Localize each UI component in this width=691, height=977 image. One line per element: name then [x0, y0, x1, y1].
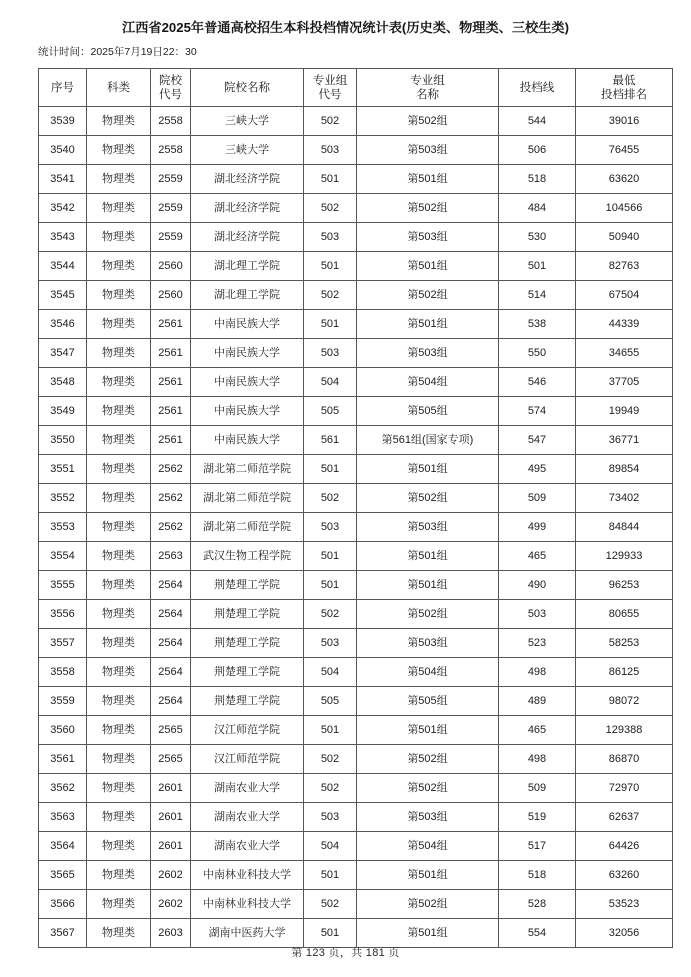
row-score-line: 498	[499, 658, 576, 687]
row-group-name: 第561组(国家专项)	[357, 426, 499, 455]
page-footer: 第 123 页，共 181 页	[291, 947, 400, 959]
row-school-name: 中南民族大学	[191, 310, 304, 339]
row-min-rank: 129933	[576, 542, 673, 571]
row-group-name: 第502组	[357, 745, 499, 774]
row-group-name: 第504组	[357, 368, 499, 397]
row-school-name: 湖北经济学院	[191, 194, 304, 223]
row-category: 物理类	[87, 774, 151, 803]
row-sequence: 3560	[39, 716, 87, 745]
row-group-name: 第505组	[357, 397, 499, 426]
row-school-code: 2558	[151, 107, 191, 136]
row-category: 物理类	[87, 194, 151, 223]
row-min-rank: 89854	[576, 455, 673, 484]
row-school-code: 2562	[151, 484, 191, 513]
row-sequence: 3559	[39, 687, 87, 716]
group-name-header-line2: 名称	[416, 88, 439, 101]
row-group-code: 501	[304, 455, 357, 484]
row-category: 物理类	[87, 165, 151, 194]
row-min-rank: 36771	[576, 426, 673, 455]
row-score-line: 465	[499, 542, 576, 571]
row-min-rank: 67504	[576, 281, 673, 310]
table-row	[39, 745, 673, 774]
row-min-rank: 64426	[576, 832, 673, 861]
row-sequence: 3543	[39, 223, 87, 252]
row-min-rank: 62637	[576, 803, 673, 832]
row-sequence: 3546	[39, 310, 87, 339]
row-category: 物理类	[87, 542, 151, 571]
row-group-code: 502	[304, 484, 357, 513]
row-school-code: 2564	[151, 629, 191, 658]
row-group-name: 第504组	[357, 832, 499, 861]
min-rank-header-line1: 最低	[612, 74, 636, 87]
table-row	[39, 687, 673, 716]
row-category: 物理类	[87, 223, 151, 252]
row-score-line: 514	[499, 281, 576, 310]
row-group-name: 第501组	[357, 252, 499, 281]
row-sequence: 3551	[39, 455, 87, 484]
row-score-line: 484	[499, 194, 576, 223]
row-school-code: 2601	[151, 774, 191, 803]
row-group-name: 第501组	[357, 455, 499, 484]
row-group-name: 第503组	[357, 629, 499, 658]
row-min-rank: 32056	[576, 919, 673, 948]
row-min-rank: 37705	[576, 368, 673, 397]
row-min-rank: 98072	[576, 687, 673, 716]
table-row	[39, 339, 673, 368]
table-row	[39, 832, 673, 861]
row-min-rank: 63260	[576, 861, 673, 890]
row-group-name: 第501组	[357, 165, 499, 194]
table-row	[39, 803, 673, 832]
row-group-code: 503	[304, 339, 357, 368]
row-group-name: 第503组	[357, 136, 499, 165]
row-group-code: 504	[304, 368, 357, 397]
row-group-code: 501	[304, 919, 357, 948]
row-category: 物理类	[87, 716, 151, 745]
row-school-code: 2564	[151, 687, 191, 716]
row-group-name: 第501组	[357, 542, 499, 571]
row-sequence: 3565	[39, 861, 87, 890]
table-row	[39, 252, 673, 281]
row-school-name: 荆楚理工学院	[191, 600, 304, 629]
row-sequence: 3558	[39, 658, 87, 687]
row-school-name: 湖南农业大学	[191, 803, 304, 832]
row-category: 物理类	[87, 136, 151, 165]
row-group-name: 第502组	[357, 281, 499, 310]
row-group-code: 501	[304, 252, 357, 281]
page-title: 江西省2025年普通高校招生本科投档情况统计表(历史类、物理类、三校生类)	[122, 20, 569, 35]
row-category: 物理类	[87, 397, 151, 426]
row-group-name: 第503组	[357, 339, 499, 368]
row-sequence: 3566	[39, 890, 87, 919]
table-row	[39, 629, 673, 658]
row-category: 物理类	[87, 745, 151, 774]
row-score-line: 489	[499, 687, 576, 716]
row-sequence: 3554	[39, 542, 87, 571]
row-score-line: 538	[499, 310, 576, 339]
column-header-min-rank	[576, 69, 673, 107]
row-min-rank: 86125	[576, 658, 673, 687]
column-header-group-name	[357, 69, 499, 107]
row-school-name: 中南民族大学	[191, 368, 304, 397]
row-school-code: 2561	[151, 368, 191, 397]
table-row	[39, 368, 673, 397]
row-school-code: 2561	[151, 397, 191, 426]
table-row	[39, 455, 673, 484]
table-header	[39, 69, 673, 107]
row-score-line: 554	[499, 919, 576, 948]
statistics-timestamp: 统计时间：2025年7月19日22：30	[38, 46, 197, 58]
row-min-rank: 80655	[576, 600, 673, 629]
row-category: 物理类	[87, 919, 151, 948]
row-category: 物理类	[87, 281, 151, 310]
table-row	[39, 861, 673, 890]
row-group-code: 501	[304, 716, 357, 745]
row-category: 物理类	[87, 571, 151, 600]
row-category: 物理类	[87, 832, 151, 861]
table-row	[39, 426, 673, 455]
column-header-school-name: 院校名称	[191, 69, 304, 107]
row-score-line: 574	[499, 397, 576, 426]
row-school-code: 2561	[151, 426, 191, 455]
row-school-name: 中南林业科技大学	[191, 890, 304, 919]
row-school-code: 2559	[151, 223, 191, 252]
row-school-code: 2564	[151, 600, 191, 629]
row-category: 物理类	[87, 339, 151, 368]
row-group-code: 505	[304, 687, 357, 716]
row-sequence: 3544	[39, 252, 87, 281]
row-sequence: 3540	[39, 136, 87, 165]
row-group-code: 501	[304, 861, 357, 890]
row-school-code: 2565	[151, 716, 191, 745]
row-group-code: 502	[304, 194, 357, 223]
row-sequence: 3555	[39, 571, 87, 600]
row-group-code: 505	[304, 397, 357, 426]
row-score-line: 544	[499, 107, 576, 136]
row-school-name: 中南民族大学	[191, 397, 304, 426]
admission-score-table	[38, 68, 673, 948]
row-score-line: 528	[499, 890, 576, 919]
row-sequence: 3557	[39, 629, 87, 658]
row-group-name: 第503组	[357, 803, 499, 832]
row-school-name: 湖北经济学院	[191, 165, 304, 194]
table-row	[39, 281, 673, 310]
row-school-name: 湖北理工学院	[191, 252, 304, 281]
row-school-name: 荆楚理工学院	[191, 571, 304, 600]
row-school-name: 湖南农业大学	[191, 774, 304, 803]
row-school-name: 湖北经济学院	[191, 223, 304, 252]
row-school-name: 三峡大学	[191, 107, 304, 136]
row-score-line: 523	[499, 629, 576, 658]
row-min-rank: 50940	[576, 223, 673, 252]
row-min-rank: 76455	[576, 136, 673, 165]
row-school-code: 2602	[151, 861, 191, 890]
row-score-line: 547	[499, 426, 576, 455]
row-group-name: 第501组	[357, 919, 499, 948]
row-group-code: 501	[304, 571, 357, 600]
row-school-name: 三峡大学	[191, 136, 304, 165]
table-row	[39, 107, 673, 136]
row-sequence: 3567	[39, 919, 87, 948]
row-group-name: 第502组	[357, 890, 499, 919]
row-school-code: 2559	[151, 194, 191, 223]
row-group-name: 第503组	[357, 513, 499, 542]
row-group-name: 第501组	[357, 310, 499, 339]
row-score-line: 503	[499, 600, 576, 629]
row-score-line: 509	[499, 774, 576, 803]
row-min-rank: 73402	[576, 484, 673, 513]
row-school-code: 2602	[151, 890, 191, 919]
row-group-name: 第502组	[357, 194, 499, 223]
row-school-name: 湖南中医药大学	[191, 919, 304, 948]
row-school-name: 湖北第二师范学院	[191, 513, 304, 542]
school-code-header-line2: 代号	[159, 88, 182, 101]
row-group-name: 第502组	[357, 774, 499, 803]
row-score-line: 546	[499, 368, 576, 397]
row-category: 物理类	[87, 629, 151, 658]
row-school-name: 中南民族大学	[191, 339, 304, 368]
school-code-header-line1: 院校	[159, 74, 182, 87]
table-row	[39, 658, 673, 687]
row-school-name: 汉江师范学院	[191, 745, 304, 774]
row-group-name: 第501组	[357, 716, 499, 745]
row-category: 物理类	[87, 368, 151, 397]
row-min-rank: 34655	[576, 339, 673, 368]
row-score-line: 550	[499, 339, 576, 368]
row-group-code: 561	[304, 426, 357, 455]
row-min-rank: 82763	[576, 252, 673, 281]
row-score-line: 518	[499, 861, 576, 890]
table-row	[39, 397, 673, 426]
row-school-code: 2561	[151, 339, 191, 368]
row-min-rank: 86870	[576, 745, 673, 774]
row-group-code: 502	[304, 774, 357, 803]
table-row	[39, 542, 673, 571]
row-school-name: 荆楚理工学院	[191, 687, 304, 716]
row-group-code: 504	[304, 832, 357, 861]
row-group-name: 第505组	[357, 687, 499, 716]
row-school-code: 2562	[151, 455, 191, 484]
row-min-rank: 19949	[576, 397, 673, 426]
row-min-rank: 58253	[576, 629, 673, 658]
row-score-line: 518	[499, 165, 576, 194]
group-code-header-line2: 代号	[318, 88, 342, 101]
row-sequence: 3556	[39, 600, 87, 629]
row-score-line: 501	[499, 252, 576, 281]
row-sequence: 3547	[39, 339, 87, 368]
min-rank-header-line2: 投档排名	[601, 88, 647, 101]
row-group-name: 第501组	[357, 861, 499, 890]
row-group-code: 502	[304, 745, 357, 774]
row-school-name: 荆楚理工学院	[191, 629, 304, 658]
row-school-name: 湖北第二师范学院	[191, 484, 304, 513]
row-sequence: 3561	[39, 745, 87, 774]
row-school-code: 2560	[151, 252, 191, 281]
table-row	[39, 600, 673, 629]
row-school-name: 湖南农业大学	[191, 832, 304, 861]
table-row	[39, 774, 673, 803]
row-sequence: 3563	[39, 803, 87, 832]
row-group-code: 503	[304, 803, 357, 832]
row-score-line: 506	[499, 136, 576, 165]
row-category: 物理类	[87, 484, 151, 513]
row-score-line: 517	[499, 832, 576, 861]
row-sequence: 3549	[39, 397, 87, 426]
row-min-rank: 96253	[576, 571, 673, 600]
table-row	[39, 165, 673, 194]
row-school-name: 荆楚理工学院	[191, 658, 304, 687]
row-sequence: 3564	[39, 832, 87, 861]
row-category: 物理类	[87, 803, 151, 832]
row-school-name: 中南民族大学	[191, 426, 304, 455]
row-group-name: 第502组	[357, 107, 499, 136]
column-header-sequence: 序号	[39, 69, 87, 107]
row-group-name: 第502组	[357, 600, 499, 629]
row-school-name: 汉江师范学院	[191, 716, 304, 745]
row-score-line: 519	[499, 803, 576, 832]
row-school-code: 2564	[151, 571, 191, 600]
row-score-line: 509	[499, 484, 576, 513]
row-school-name: 湖北第二师范学院	[191, 455, 304, 484]
row-category: 物理类	[87, 513, 151, 542]
table-row	[39, 194, 673, 223]
row-score-line: 499	[499, 513, 576, 542]
row-school-code: 2601	[151, 803, 191, 832]
row-group-code: 503	[304, 629, 357, 658]
row-group-code: 503	[304, 223, 357, 252]
row-sequence: 3552	[39, 484, 87, 513]
row-school-code: 2603	[151, 919, 191, 948]
row-category: 物理类	[87, 658, 151, 687]
row-min-rank: 63620	[576, 165, 673, 194]
row-group-code: 502	[304, 107, 357, 136]
row-group-code: 501	[304, 310, 357, 339]
row-group-code: 502	[304, 600, 357, 629]
row-school-code: 2558	[151, 136, 191, 165]
row-min-rank: 53523	[576, 890, 673, 919]
row-school-code: 2563	[151, 542, 191, 571]
row-min-rank: 84844	[576, 513, 673, 542]
table-row	[39, 890, 673, 919]
row-school-code: 2565	[151, 745, 191, 774]
column-header-group-code	[304, 69, 357, 107]
row-school-name: 武汉生物工程学院	[191, 542, 304, 571]
row-category: 物理类	[87, 252, 151, 281]
row-category: 物理类	[87, 600, 151, 629]
row-group-code: 501	[304, 165, 357, 194]
row-group-code: 503	[304, 513, 357, 542]
column-header-category: 科类	[87, 69, 151, 107]
row-school-code: 2559	[151, 165, 191, 194]
row-school-name: 湖北理工学院	[191, 281, 304, 310]
row-category: 物理类	[87, 890, 151, 919]
column-header-school-code	[151, 69, 191, 107]
row-sequence: 3541	[39, 165, 87, 194]
row-school-code: 2562	[151, 513, 191, 542]
row-sequence: 3550	[39, 426, 87, 455]
row-category: 物理类	[87, 455, 151, 484]
table-row	[39, 513, 673, 542]
row-category: 物理类	[87, 310, 151, 339]
row-sequence: 3545	[39, 281, 87, 310]
table-row	[39, 310, 673, 339]
table-row	[39, 136, 673, 165]
row-school-code: 2560	[151, 281, 191, 310]
row-sequence: 3542	[39, 194, 87, 223]
row-sequence: 3539	[39, 107, 87, 136]
row-min-rank: 129388	[576, 716, 673, 745]
row-group-code: 502	[304, 281, 357, 310]
row-min-rank: 39016	[576, 107, 673, 136]
row-category: 物理类	[87, 861, 151, 890]
row-school-code: 2561	[151, 310, 191, 339]
row-score-line: 530	[499, 223, 576, 252]
group-name-header-line1: 专业组	[410, 74, 445, 87]
row-group-name: 第503组	[357, 223, 499, 252]
row-school-code: 2564	[151, 658, 191, 687]
row-score-line: 495	[499, 455, 576, 484]
table-row	[39, 716, 673, 745]
table-row	[39, 223, 673, 252]
row-group-code: 502	[304, 890, 357, 919]
row-category: 物理类	[87, 107, 151, 136]
row-score-line: 465	[499, 716, 576, 745]
row-category: 物理类	[87, 426, 151, 455]
table-header-row	[39, 69, 673, 107]
row-category: 物理类	[87, 687, 151, 716]
row-score-line: 498	[499, 745, 576, 774]
group-code-header-line1: 专业组	[312, 74, 348, 87]
row-group-code: 504	[304, 658, 357, 687]
row-sequence: 3548	[39, 368, 87, 397]
row-school-name: 中南林业科技大学	[191, 861, 304, 890]
row-school-code: 2601	[151, 832, 191, 861]
row-sequence: 3562	[39, 774, 87, 803]
row-group-name: 第501组	[357, 571, 499, 600]
row-sequence: 3553	[39, 513, 87, 542]
row-group-name: 第504组	[357, 658, 499, 687]
table-body	[39, 107, 673, 948]
table-row	[39, 571, 673, 600]
row-min-rank: 44339	[576, 310, 673, 339]
row-group-code: 503	[304, 136, 357, 165]
row-group-code: 501	[304, 542, 357, 571]
table-row	[39, 484, 673, 513]
row-group-name: 第502组	[357, 484, 499, 513]
row-min-rank: 72970	[576, 774, 673, 803]
row-score-line: 490	[499, 571, 576, 600]
row-min-rank: 104566	[576, 194, 673, 223]
column-header-score-line: 投档线	[499, 69, 576, 107]
